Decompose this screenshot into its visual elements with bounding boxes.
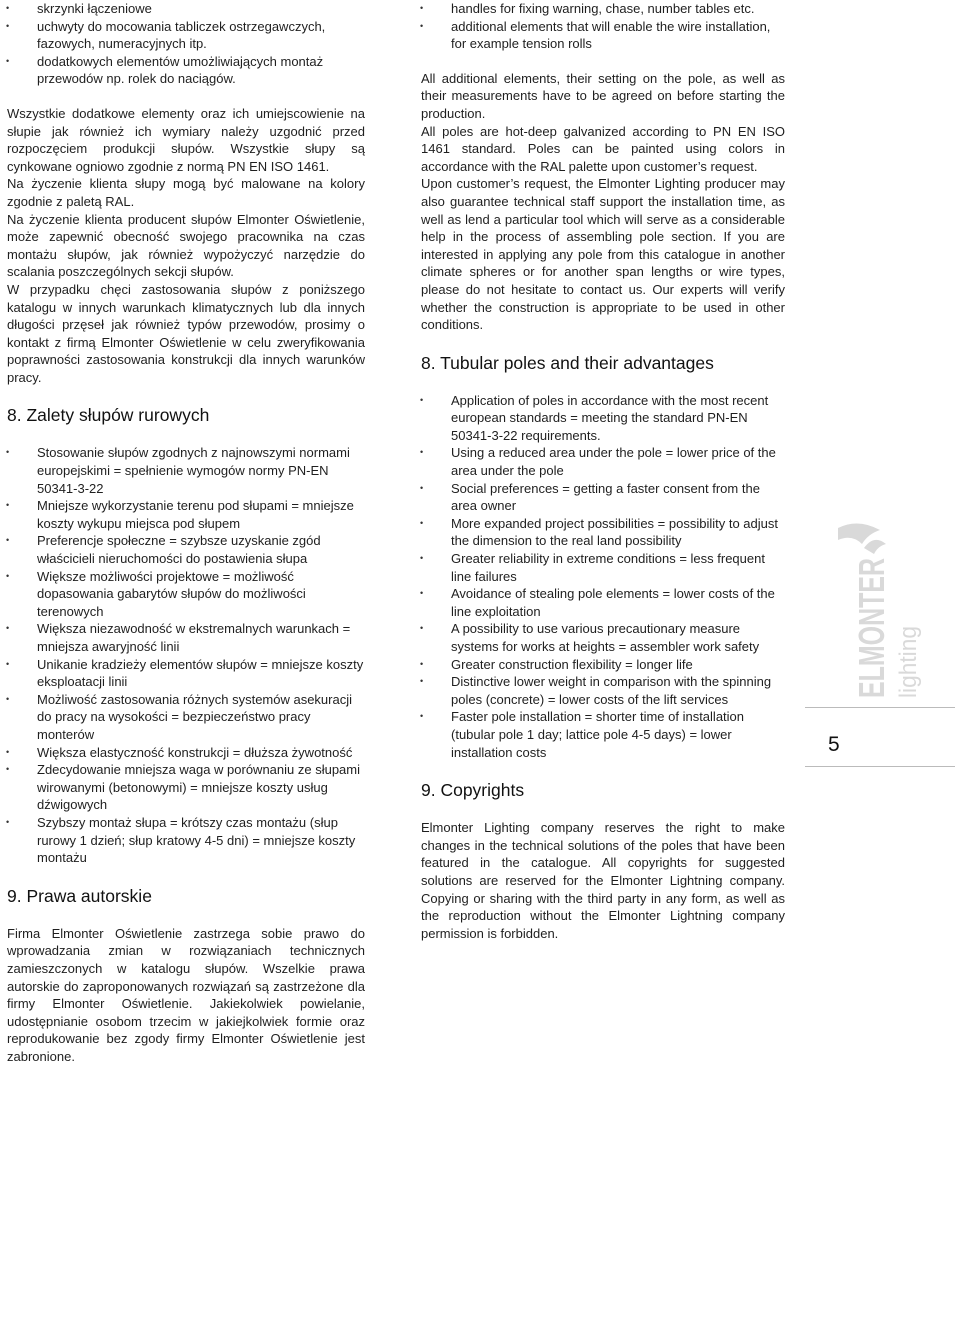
advantages-bullet-list [7, 444, 365, 866]
right-column-english [421, 0, 785, 942]
section-heading: 9. Prawa autorskie [7, 885, 152, 906]
list-item: • handles for fixing warning, chase, number tables etc. [421, 0, 785, 18]
list-item: • Distinctive lower weight in comparison with the spinning poles (concrete) = lower costs of the lift services [421, 673, 785, 708]
list-item: • dodatkowych elementów umożliwiających montaż przewodów np. rolek do naciągów. [7, 53, 365, 88]
list-item: • Stosowanie słupów zgodnych z najnowszymi normami europejskimi = spełnienie wymogów normy PN-EN 50341-3-22 [7, 444, 365, 497]
list-item: • additional elements that will enable the wire installation, for example tension rolls [421, 18, 785, 53]
list-item: • Preferencje społeczne = szybsze uzyskanie zgód właścicieli nieruchomości do postawienia słupa [7, 532, 365, 567]
list-item: • Większa elastyczność konstrukcji = dłuższa żywotność [7, 744, 365, 762]
logo-subtitle: lighting [895, 621, 922, 698]
paragraph: Upon customer’s request, the Elmonter Lighting producer may also guarantee technical staff support the installation time, as well as lend a particular tool which will serve as a considerable help in the process of assembling pole section. If you are interested in applying any pole from this catalogue in another climate spheres or for another span lengths or wire types, please do not hesitate to contact us. Our experts will verify whether the construction is appropriate to be used in other conditions. [421, 176, 785, 333]
page-number: 5 [828, 733, 840, 756]
elmonter-logo [828, 520, 924, 700]
section-heading: 9. Copyrights [421, 780, 525, 801]
list-item: • uchwyty do mocowania tabliczek ostrzegawczych, fazowych, numeracyjnych itp. [7, 18, 365, 53]
list-item: • Większe możliwości projektowe = możliwość dopasowania gabarytów słupów do możliwości terenowych [7, 568, 365, 621]
top-bullet-list [421, 0, 785, 53]
page-number-box [805, 707, 955, 767]
list-item: • A possibility to use various precautionary measure systems for works at heights = assembler work safety [421, 620, 785, 655]
list-item: • skrzynki łączeniowe [7, 0, 365, 18]
list-item: • More expanded project possibilities = possibility to adjust the dimension to the real land possibility [421, 515, 785, 550]
list-item: • Social preferences = getting a faster consent from the area owner [421, 480, 785, 515]
paragraph: W przypadku chęci zastosowania słupów z poniższego katalogu w innych warunkach klimatycznych lub dla innych długości przęseł jak również typów przewodów, prosimy o kontakt z firmą Elmonter Oświetlenie w celu zweryfikowania poprawności zastosowania konstrukcji dla innych warunków pracy. [7, 281, 365, 385]
paragraph: All additional elements, their setting on the pole, as well as their measurements have to be agreed on before starting the production. [421, 70, 785, 121]
list-item: • Greater reliability in extreme conditions = less frequent line failures [421, 550, 785, 585]
paragraph: Elmonter Lighting company reserves the right to make changes in the technical solutions of the poles that have been featured in the catalogue. All copyrights for suggested solutions are reserved for the Elmonter Lightning company. Copying or sharing with the third party in any form, as well as the reproduction without the Elmonter Lightning company permission is forbidden. [421, 820, 785, 941]
list-item: • Szybszy montaż słupa = krótszy czas montażu (słup rurowy 1 dzień; słup kratowy 4-5 dni) = mniejsze koszty montażu [7, 814, 365, 867]
list-item: • Unikanie kradzieży elementów słupów = mniejsze koszty eksploatacji linii [7, 656, 365, 691]
paragraph: Wszystkie dodatkowe elementy oraz ich umiejscowienie na słupie jak również ich wymiary należy uzgodnić przed rozpoczęciem produkcji słupów. Wszystkie słupy są cynkowane ogniowo zgodnie z normą PN EN ISO 1461. [7, 105, 365, 174]
paragraph: Na życzenie klienta producent słupów Elmonter Oświetlenie, może zapewnić obecność swojego pracownika na czas montażu słupów, jak również wypożyczyć narzędzie do scalania poszczególnych sekcji słupów. [7, 211, 365, 280]
paragraph: Firma Elmonter Oświetlenie zastrzega sobie prawo do wprowadzania zmian w rozwiązaniach technicznych zamieszczonych w katalogu słupów. Wszelkie prawa autorskie do zaproponowanych rozwiązań są zastrzeżone dla firmy Elmonter Oświetlenie. Jakiekolwiek powielanie, udostępnianie osobom trzecim w jakiejkolwiek formie oraz reprodukowanie bez zgody firmy Elmonter Oświetlenie jest zabronione. [7, 925, 365, 1064]
section-heading: 8. Tubular poles and their advantages [421, 352, 714, 373]
list-item: • Zdecydowanie mniejsza waga w porównaniu ze słupami wirowanymi (betonowymi) = mniejsze koszty usług dźwigowych [7, 761, 365, 814]
logo-wordmark: ELMONTER [851, 520, 892, 698]
section-heading: 8. Zalety słupów rurowych [7, 405, 210, 426]
top-bullet-list [7, 0, 365, 88]
list-item: • Możliwość zastosowania różnych systemów asekuracji do pracy na wysokości = bezpieczeństwo pracy monterów [7, 691, 365, 744]
list-item: • Większa niezawodność w ekstremalnych warunkach = mniejsza awaryjność linii [7, 620, 365, 655]
list-item: • Avoidance of stealing pole elements = lower costs of the line exploitation [421, 585, 785, 620]
advantages-bullet-list [421, 392, 785, 761]
elmonter-logo-graphic [828, 520, 924, 700]
list-item: • Faster pole installation = shorter time of installation (tubular pole 1 day; lattice pole 4-5 days) = lower installation costs [421, 708, 785, 761]
ram-head-icon [864, 540, 886, 554]
paragraph: Na życzenie klienta słupy mogą być malowane na kolory zgodnie z paletą RAL. [7, 176, 365, 209]
list-item: • Mniejsze wykorzystanie terenu pod słupami = mniejsze koszty wykupu miejsca pod słupem [7, 497, 365, 532]
list-item: • Greater construction flexibility = longer life [421, 656, 785, 674]
paragraph: All poles are hot-deep galvanized according to PN EN ISO 1461 standard. Poles can be painted using colors in accordance with the RAL palette upon customer’s request. [421, 123, 785, 174]
list-item: • Using a reduced area under the pole = lower price of the area under the pole [421, 444, 785, 479]
list-item: • Application of poles in accordance with the most recent european standards = meeting the standard PN-EN 50341-3-22 requirements. [421, 392, 785, 445]
left-column-polish [7, 0, 365, 1065]
